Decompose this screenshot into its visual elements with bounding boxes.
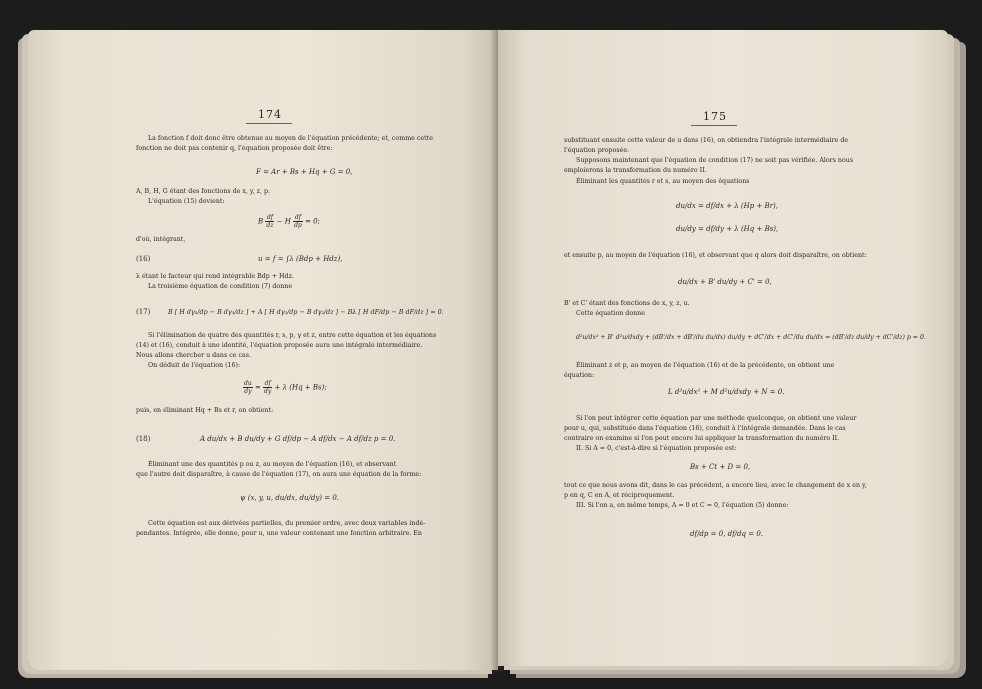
equation: B [ H dγ₃/dp − B dγ₃/dz ] + A [ H dγ₂/dp − B dγ₂/dz ] − Bλ [ H dF/dp − B dF/dz ] = 0. (168, 308, 444, 316)
paragraph: que l'autre doit disparaître, à cause de l'équation (17), on aura une équation de la forme: (136, 471, 422, 478)
paragraph: A, B, H, G étant des fonctions de x, y, z, p. (136, 188, 271, 195)
paragraph: Cette équation donne (576, 310, 645, 317)
paragraph: On déduit de l'équation (16): (148, 362, 241, 369)
equation: d²u/dx² + B' d²u/dxdy + (dB'/dx + dB'/du du/dx) du/dy + dC'/dx + dC'/du du/dx = (dB'/dz du/dy + dC'/dz) p = 0. (576, 334, 926, 341)
paragraph: Éliminant les quantités r et s, au moyen des équations (576, 178, 750, 185)
paragraph: Nous allons chercher u dans ce cas. (136, 352, 251, 359)
paragraph: La troisième équation de condition (7) donne (148, 283, 293, 290)
equation: B $\frac{df}{dz}$ − H $\frac{df}{dp}$ = 0; (258, 214, 320, 229)
equation-number: (18) (136, 435, 151, 443)
paragraph: Cette équation est aux dérivées partielles, du premier ordre, avec deux variables indé- (148, 520, 426, 527)
equation: du/dy = df/dy + λ (Hq + Bs), (676, 225, 779, 233)
paragraph: II. Si A = 0, c'est-à-dire si l'équation proposée est: (576, 445, 737, 452)
equation-number: (16) (136, 255, 151, 263)
paragraph: et ensuite p, au moyen de l'équation (16), et observant que q alors doit disparaître, on obtient: (564, 252, 867, 259)
page-number-rule (246, 123, 292, 124)
paragraph: puis, en éliminant Hq + Bs et r, on obtient: (136, 407, 274, 414)
paragraph: λ étant le facteur qui rend intégrable Bdp + Hdz. (136, 273, 294, 280)
left-page (28, 30, 498, 670)
equation: df/dp = 0, df/dq = 0. (690, 530, 763, 538)
paragraph: pour u, qui, substituée dans l'équation (16), conduit à l'intégrale demandée. Dans le cas (564, 425, 846, 432)
paragraph: Si l'élimination de quatre des quantités r, s, p, γ et z, entre cette équation et les équations (148, 332, 437, 339)
equation-number: (17) (136, 308, 151, 316)
paragraph: La fonction f doit donc être obtenue au moyen de l'équation précédente; et, comme cette (148, 135, 433, 142)
equation: Bs + Ct + D = 0, (690, 463, 751, 471)
paragraph: équation: (564, 372, 595, 379)
page-number-rule (691, 125, 737, 126)
equation: u = f = ∫λ (Bdp + Hdz), (258, 255, 343, 263)
paragraph: Éliminant z et p, au moyen de l'équation (16) et de la précédente, on obtient une (576, 362, 835, 369)
page-number: 174 (258, 108, 282, 121)
equation: F = Ar + Bs + Hq + G = 0, (256, 168, 353, 176)
right-page (498, 30, 948, 666)
paragraph: substituant ensuite cette valeur de u dans (16), on obtiendra l'intégrale intermédiaire de (564, 137, 849, 144)
paragraph: Éliminant une des quantités p ou z, au moyen de l'équation (16), et observant (148, 461, 397, 468)
paragraph: III. Si l'on a, en même temps, A = 0 et C = 0, l'équation (5) donne: (576, 502, 789, 509)
paragraph: d'où, intégrant, (136, 236, 186, 243)
paragraph: l'équation proposée. (564, 147, 630, 154)
equation: du/dx = df/dx + λ (Hp + Br), (676, 202, 779, 210)
paragraph: contraire on examine si l'on peut encore lui appliquer la transformation du numéro II. (564, 435, 840, 442)
equation: $\frac{du}{dy}$ = $\frac{df}{dy}$ + λ (Hq + Bs); (244, 380, 327, 395)
paragraph: (14) et (16), conduit à une identité, l'équation proposée aura une intégrale intermédiaire. (136, 342, 423, 349)
paragraph: Supposons maintenant que l'équation de condition (17) ne soit pas vérifiée. Alors nous (576, 157, 854, 164)
paragraph: p en q, C en A, et réciproquement. (564, 492, 675, 499)
paragraph: Si l'on peut intégrer cette équation par une méthode quelconque, on obtient une valeur (576, 415, 857, 422)
paragraph: B' et C' étant des fonctions de x, y, z, u. (564, 300, 690, 307)
page-number: 175 (703, 110, 727, 123)
paragraph: L'équation (15) devient: (148, 198, 225, 205)
equation: L d²u/dx² + M d²u/dxdy + N = 0. (668, 388, 785, 396)
equation: ψ (x, y, u, du/dx, du/dy) = 0. (240, 494, 340, 502)
paragraph: tout ce que nous avons dit, dans le cas précédent, a encore lieu, avec le changement de x en y, (564, 482, 867, 489)
paragraph: fonction ne doit pas contenir q, l'équation proposée doit être: (136, 145, 333, 152)
equation: du/dx + B' du/dy + C' = 0, (678, 278, 772, 286)
paragraph: emploierons la transformation du numéro II. (564, 167, 707, 174)
paragraph: pendantes. Intégrée, elle donne, pour u, une valeur contenant une fonction arbitraire. En (136, 530, 422, 537)
equation: A du/dx + B du/dy + G df/dp − A df/dx − A df/dz p = 0. (200, 435, 396, 443)
